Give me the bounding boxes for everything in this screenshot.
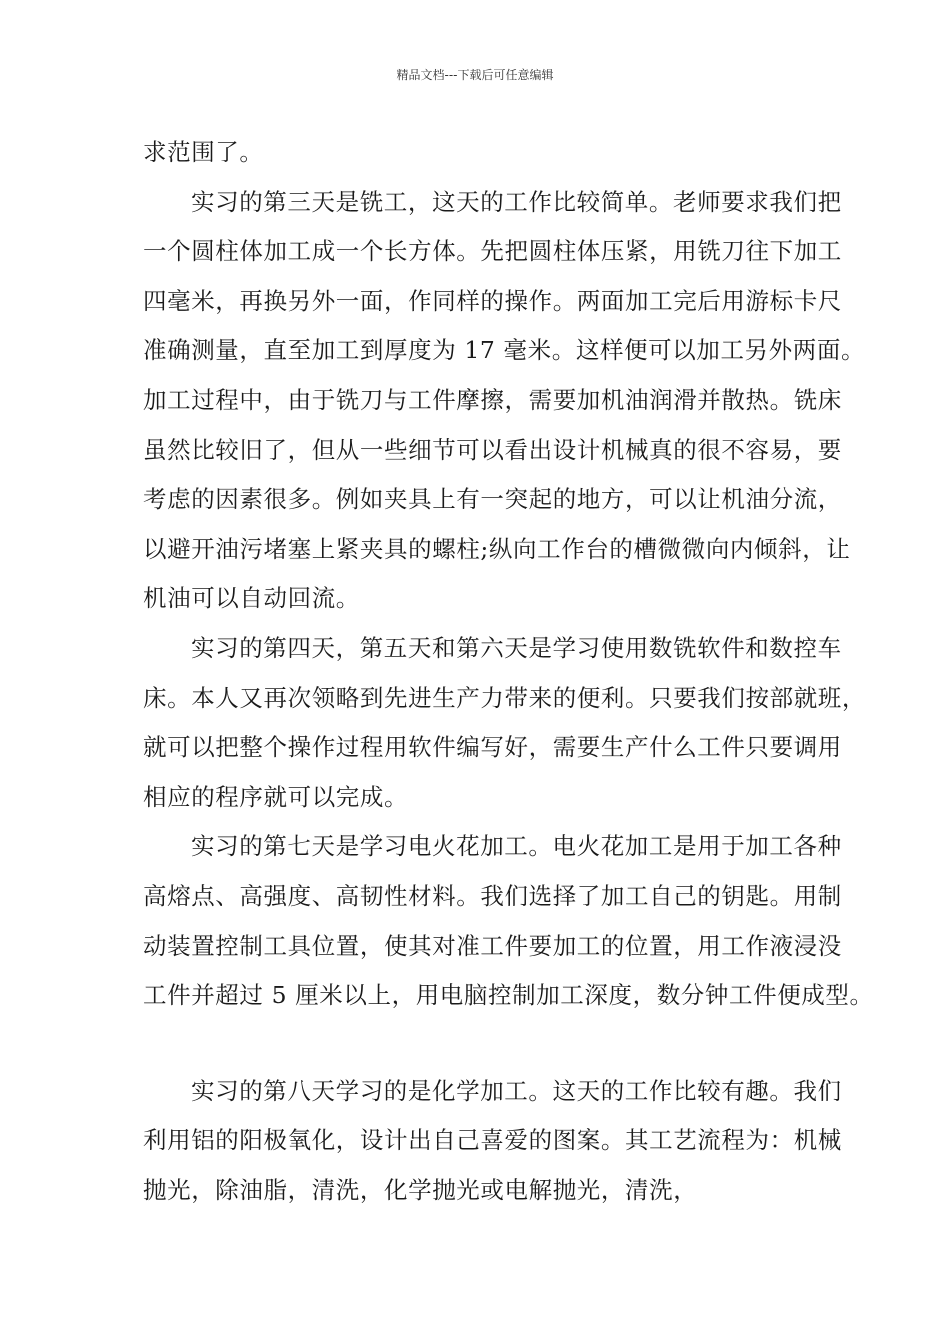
document-body	[143, 128, 874, 1215]
text-line: 一个圆柱体加工成一个长方体。先把圆柱体压紧，用铣刀往下加工	[143, 237, 842, 266]
page-header: 精品文档---下载后可任意编辑	[396, 68, 554, 82]
text-line: 考虑的因素很多。例如夹具上有一突起的地方，可以让机油分流，	[143, 485, 842, 514]
text-line: 加工过程中，由于铣刀与工件摩擦，需要加机油润滑并散热。铣床	[143, 385, 842, 414]
text-line: 相应的程序就可以完成。	[143, 782, 409, 811]
text-line: 动装置控制工具位置，使其对准工件要加工的位置，用工作液浸没	[143, 931, 842, 960]
text-line: 高熔点、高强度、高韧性材料。我们选择了加工自己的钥匙。用制	[143, 881, 842, 910]
paragraph	[143, 178, 866, 624]
text-line: 实习的第八天学习的是化学加工。这天的工作比较有趣。我们	[191, 1076, 842, 1105]
text-line: 床。本人又再次领略到先进生产力带来的便利。只要我们按部就班，	[143, 683, 866, 712]
text-line: 准确测量，直至加工到厚度为 17 毫米。这样便可以加工另外两面。	[143, 336, 866, 365]
text-line: 机油可以自动回流。	[143, 584, 360, 613]
text-line: 工件并超过 5 厘米以上，用电脑控制加工深度，数分钟工件便成型。	[143, 981, 874, 1010]
text-line: 实习的第三天是铣工，这天的工作比较简单。老师要求我们把	[191, 187, 842, 216]
text-line: 求范围了。	[143, 138, 264, 166]
paragraph	[143, 128, 823, 178]
text-line: 虽然比较旧了，但从一些细节可以看出设计机械真的很不容易，要	[143, 435, 842, 464]
text-line: 利用铝的阳极氧化，设计出自己喜爱的图案。其工艺流程为：机械	[143, 1126, 842, 1155]
paragraph-spacer	[143, 1021, 823, 1067]
paragraph	[143, 624, 866, 822]
text-line: 四毫米，再换另外一面，作同样的操作。两面加工完后用游标卡尺	[143, 286, 842, 315]
text-line: 实习的第七天是学习电火花加工。电火花加工是用于加工各种	[191, 832, 842, 861]
text-line: 抛光，除油脂，清洗，化学抛光或电解抛光，清洗，	[143, 1175, 698, 1204]
paragraph	[143, 1067, 842, 1216]
paragraph	[143, 822, 874, 1020]
text-line: 以避开油污堵塞上紧夹具的螺柱;纵向工作台的槽微微向内倾斜，让	[143, 534, 851, 563]
text-line: 实习的第四天，第五天和第六天是学习使用数铣软件和数控车	[191, 633, 842, 662]
text-line: 就可以把整个操作过程用软件编写好，需要生产什么工件只要调用	[143, 733, 842, 762]
